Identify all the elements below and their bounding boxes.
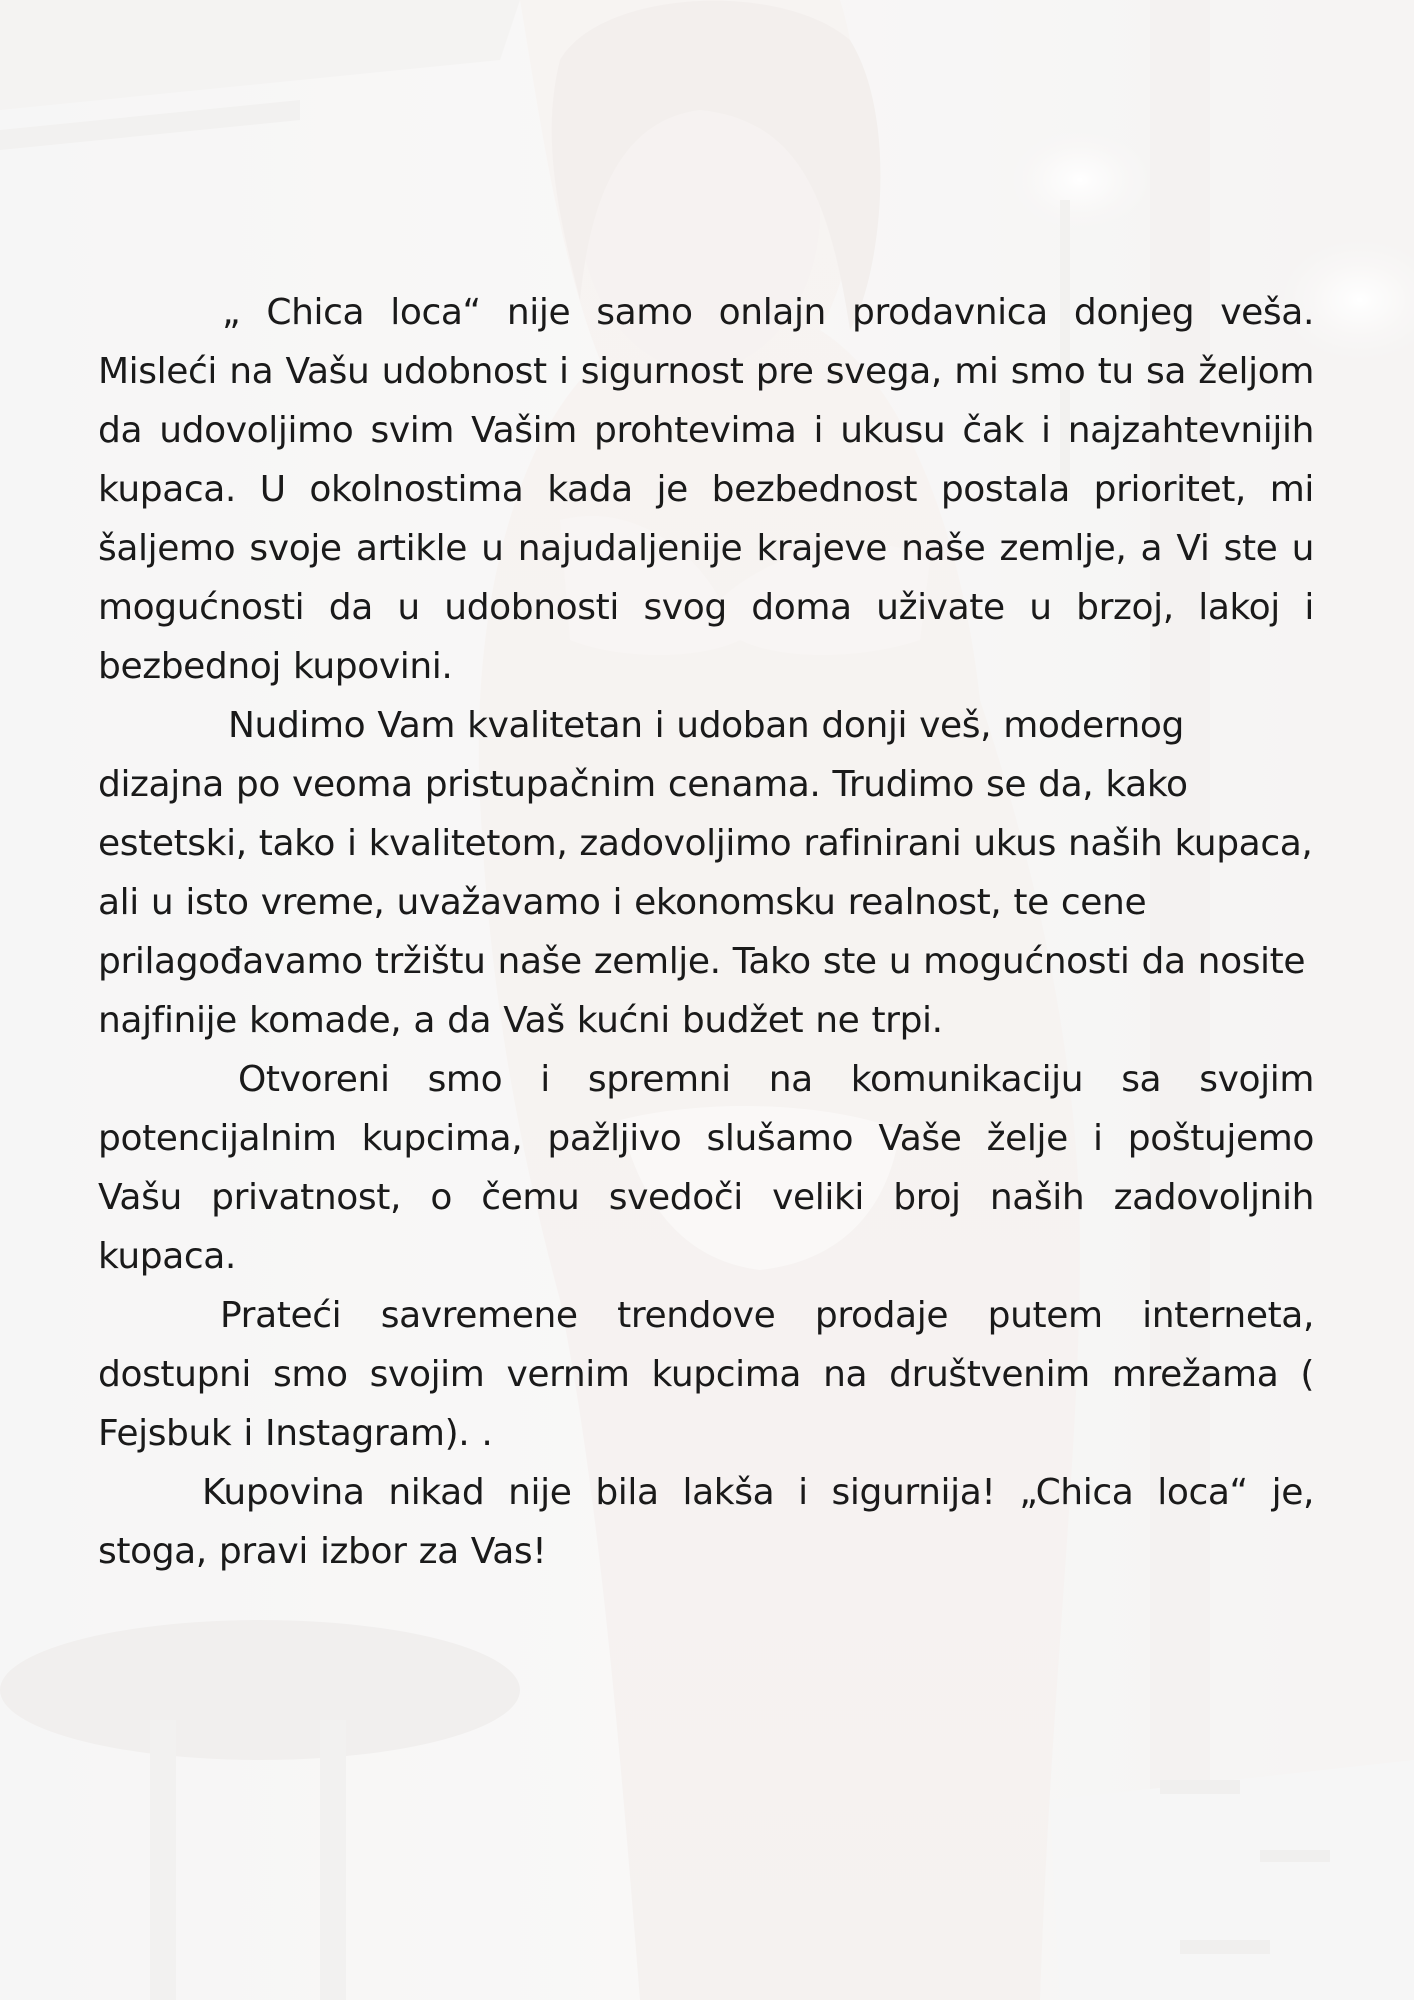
paragraph-offer: Nudimo Vam kvalitetan i udoban donji veš, modernog dizajna po veoma pristupačnim cenama. Trudimo se da, kako estetski, tako i kvalitetom, zadovoljimo rafinirani ukus naših kupaca, ali u isto vreme, uvažavamo i ekonomsku realnost, te cene prilagođavamo tržištu naše zemlje. Tako ste u mogućnosti da nosite najfinije komade, a da Vaš kućni budžet ne trpi. [98,705,1313,1041]
paragraph-social: Prateći savremene trendove prodaje putem interneta, dostupni smo svojim vernim kupcima na društvenim mrežama ( Fejsbuk i Instagram). . [98,1295,1314,1454]
paragraph-communication: Otvoreni smo i spremni na komunikaciju sa svojim potencijalnim kupcima, pažljivo slušamo Vaše želje i poštujemo Vašu privatnost, o čemu svedoči veliki broj naših zadovoljnih kupaca. [98,1059,1314,1277]
paragraph-intro: „ Chica loca“ nije samo onlajn prodavnica donjeg veša. Misleći na Vašu udobnost i sigurnost pre svega, mi smo tu sa željom da udovoljimo svim Vašim prohtevima i ukusu čak i najzahtevnijih kupaca. U okolnostima kada je bezbednost postala prioritet, mi šaljemo svoje artikle u najudaljenije krajeve naše zemlje, a Vi ste u mogućnosti da u udobnosti svog doma uživate u brzoj, lakoj i bezbednoj kupovini. [98,292,1314,687]
body-text [98,283,1314,1581]
paragraph-closing: Kupovina nikad nije bila lakša i sigurnija! „Chica loca“ je, stoga, pravi izbor za Vas! [98,1472,1314,1572]
